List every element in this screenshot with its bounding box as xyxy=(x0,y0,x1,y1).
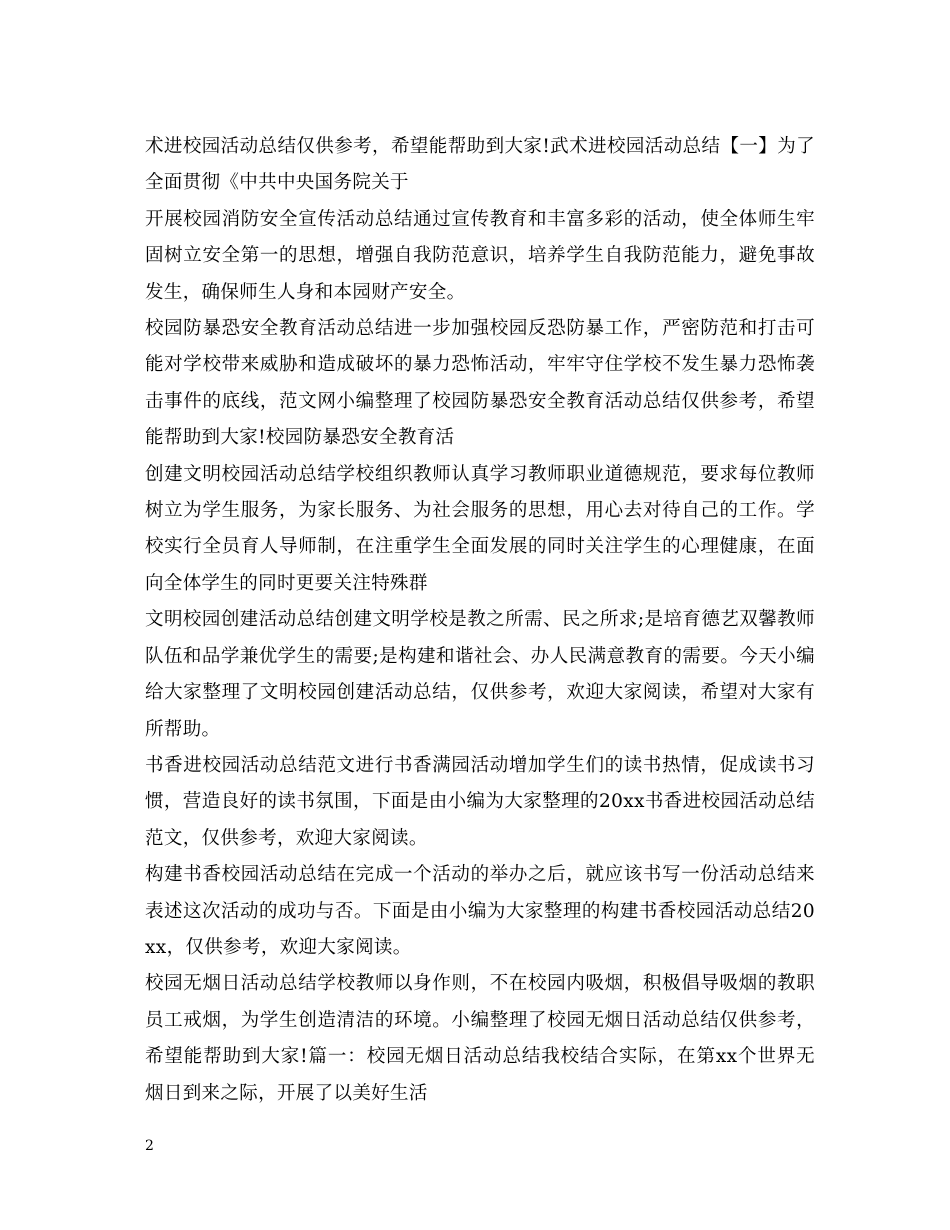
paragraph-civilized-campus-creation: 文明校园创建活动总结创建文明学校是教之所需、民之所求;是培育德艺双馨教师队伍和品学兼优学生的需要;是构建和谐社会、办人民满意教育的需要。今天小编给大家整理了文明校园创建活动总结，仅供参考，欢迎大家阅读，希望对大家有所帮助。 xyxy=(145,609,815,740)
page-number: 2 xyxy=(145,1138,154,1154)
paragraph-fire-safety: 开展校园消防安全宣传活动总结通过宣传教育和丰富多彩的活动，使全体师生牢固树立安全第一的思想，增强自我防范意识，培养学生自我防范能力，避免事故发生，确保师生人身和本园财产安全。 xyxy=(145,208,815,303)
paragraph-no-smoking-day: 校园无烟日活动总结学校教师以身作则，不在校园内吸烟，积极倡导吸烟的教职员工戒烟，为学生创造清洁的环境。小编整理了校园无烟日活动总结仅供参考，希望能帮助到大家!篇一：校园无烟日活动总结我校结合实际，在第xx个世界无烟日到来之际，开展了以美好生活 xyxy=(145,973,815,1104)
paragraph-book-campus: 书香进校园活动总结范文进行书香满园活动增加学生们的读书热情，促成读书习惯，营造良好的读书氛围，下面是由小编为大家整理的20xx书香进校园活动总结范文，仅供参考，欢迎大家阅读。 xyxy=(145,754,815,849)
paragraph-anti-terror: 校园防暴恐安全教育活动总结进一步加强校园反恐防暴工作，严密防范和打击可能对学校带来威胁和造成破坏的暴力恐怖活动，牢牢守住学校不发生暴力恐怖袭击事件的底线，范文网小编整理了校园防暴恐安全教育活动总结仅供参考，希望能帮助到大家!校园防暴恐安全教育活 xyxy=(145,318,815,449)
paragraph-civilized-campus: 创建文明校园活动总结学校组织教师认真学习教师职业道德规范，要求每位教师树立为学生服务，为家长服务、为社会服务的思想，用心去对待自己的工作。学校实行全员育人导师制，在注重学生全面发展的同时关注学生的心理健康，在面向全体学生的同时更要关注特殊群 xyxy=(145,463,815,594)
paragraph-build-book-campus: 构建书香校园活动总结在完成一个活动的举办之后，就应该书写一份活动总结来表述这次活动的成功与否。下面是由小编为大家整理的构建书香校园活动总结20xx，仅供参考，欢迎大家阅读。 xyxy=(145,864,815,958)
document-body xyxy=(145,129,815,1112)
paragraph-wushu: 术进校园活动总结仅供参考，希望能帮助到大家!武术进校园活动总结【一】为了全面贯彻《中共中央国务院关于 xyxy=(145,136,815,194)
